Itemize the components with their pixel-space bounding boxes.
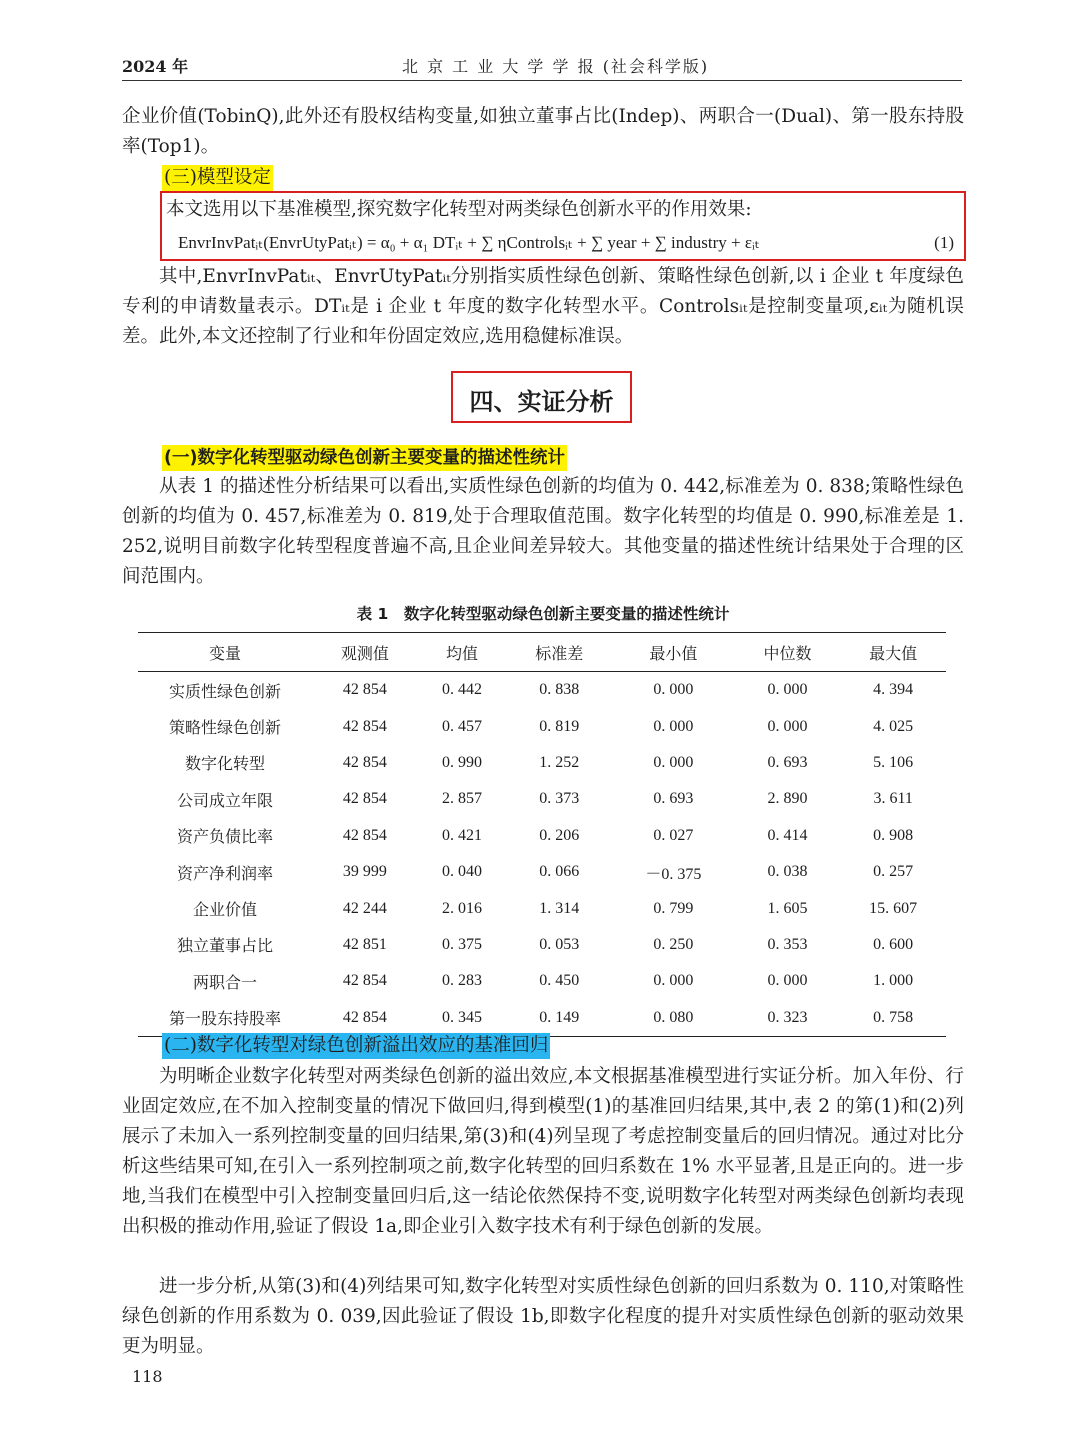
value-cell: 0. 442 xyxy=(442,681,483,699)
value-cell: 15. 607 xyxy=(869,899,918,917)
model-box xyxy=(160,191,966,261)
value-cell: 0. 353 xyxy=(767,935,808,953)
table-caption: 表 1 数字化转型驱动绿色创新主要变量的描述性统计 xyxy=(356,605,730,623)
variable-name-cell: 独立董事占比 xyxy=(176,938,273,956)
value-cell: 0. 080 xyxy=(612,1000,735,1037)
value-cell: 0. 819 xyxy=(539,717,580,735)
value-cell: 42 854 xyxy=(312,1000,418,1037)
value-cell: 0. 283 xyxy=(442,972,483,990)
col-header: 观测值 xyxy=(312,633,418,672)
regression-heading: (二)数字化转型对绿色创新溢出效应的基准回归 xyxy=(162,1033,550,1059)
value-cell: 2. 857 xyxy=(442,790,483,808)
model-heading: (三)模型设定 xyxy=(162,165,273,191)
regression-paragraph-2: 进一步分析,从第(3)和(4)列结果可知,数字化转型对实质性绿色创新的回归系数为 0. 110,对策略性绿色创新的作用系数为 0. 039,因此验证了假设 1b,即数字化程度的提升对实质性绿色创新的驱动效果更为明显。 xyxy=(122,1276,964,1357)
value-cell: 0. 421 xyxy=(442,826,483,844)
table-header-row xyxy=(138,633,946,672)
value-cell: 0. 323 xyxy=(735,1000,841,1037)
value-cell: 0. 373 xyxy=(539,790,580,808)
value-cell: 42 244 xyxy=(342,899,387,917)
intro-paragraph: 企业价值(TobinQ),此外还有股权结构变量,如独立董事占比(Indep)、两职合一(Dual)、第一股东持股率(Top1)。 xyxy=(122,106,964,157)
model-intro: 本文选用以下基准模型,探究数字化转型对两类绿色创新水平的作用效果: xyxy=(166,199,752,220)
table-row xyxy=(138,854,946,890)
running-header xyxy=(122,52,962,81)
stats-table xyxy=(138,632,946,1037)
value-cell: 0. 799 xyxy=(653,899,694,917)
value-cell: 0. 066 xyxy=(539,863,580,881)
value-cell: 0. 414 xyxy=(767,826,808,844)
value-cell: 2. 016 xyxy=(442,899,483,917)
value-cell: 4. 025 xyxy=(873,717,914,735)
page-number: 118 xyxy=(132,1367,163,1386)
header-journal: 北 京 工 业 大 学 学 报 (社会科学版) xyxy=(402,57,710,76)
table-row xyxy=(138,672,946,709)
value-cell: 0. 038 xyxy=(767,863,808,881)
col-header: 均值 xyxy=(418,633,507,672)
col-header: 变量 xyxy=(138,633,312,672)
value-cell: 0. 149 xyxy=(506,1000,612,1037)
value-cell: 0. 838 xyxy=(539,681,580,699)
desc-paragraph: 从表 1 的描述性分析结果可以看出,实质性绿色创新的均值为 0. 442,标准差为 0. 838;策略性绿色创新的均值为 0. 457,标准差为 0. 819,处于合理取值范围。数字化转型的均值是 0. 990,标准差是 1. 252,说明目前数字化转型程度普遍不高,且企业间差异较大。其他变量的描述性统计结果处于合理的区间范围内。 xyxy=(122,476,964,587)
value-cell: 2. 890 xyxy=(767,790,808,808)
col-header: 中位数 xyxy=(735,633,841,672)
value-cell: 0. 600 xyxy=(873,935,914,953)
value-cell: 39 999 xyxy=(342,863,387,881)
variable-name-cell: 第一股东持股率 xyxy=(138,1000,312,1037)
variable-name-cell: 公司成立年限 xyxy=(176,792,273,810)
variable-name-cell: 资产净利润率 xyxy=(176,865,273,883)
value-cell: 0. 457 xyxy=(442,717,483,735)
table-row xyxy=(138,818,946,854)
value-cell: 0. 257 xyxy=(873,863,914,881)
value-cell: 0. 027 xyxy=(653,826,694,844)
table-row xyxy=(138,708,946,744)
value-cell: 42 854 xyxy=(342,717,387,735)
value-cell: 0. 345 xyxy=(418,1000,507,1037)
value-cell: 0. 040 xyxy=(442,863,483,881)
table-row xyxy=(138,963,946,999)
value-cell: 1. 314 xyxy=(539,899,580,917)
value-cell: 1. 252 xyxy=(539,753,580,771)
desc-heading: (一)数字化转型驱动绿色创新主要变量的描述性统计 xyxy=(162,445,567,471)
value-cell: 0. 990 xyxy=(442,753,483,771)
table-row xyxy=(138,745,946,781)
value-cell: 42 854 xyxy=(342,826,387,844)
variable-name-cell: 资产负债比率 xyxy=(176,829,273,847)
section-title-box xyxy=(451,371,632,423)
value-cell: 0. 250 xyxy=(653,935,694,953)
variable-name-cell: 企业价值 xyxy=(192,902,257,920)
value-cell: 42 854 xyxy=(342,753,387,771)
model-formula xyxy=(178,230,958,256)
value-cell: 42 854 xyxy=(342,790,387,808)
value-cell: 0. 000 xyxy=(767,681,808,699)
variable-name-cell: 两职合一 xyxy=(192,974,257,992)
value-cell: 42 851 xyxy=(342,935,387,953)
variable-name-cell: 数字化转型 xyxy=(184,756,265,774)
value-cell: 0. 693 xyxy=(653,790,694,808)
header-year: 2024 年 xyxy=(122,57,189,76)
value-cell: －0. 375 xyxy=(645,865,702,883)
value-cell: 0. 206 xyxy=(539,826,580,844)
value-cell: 0. 000 xyxy=(767,972,808,990)
value-cell: 0. 693 xyxy=(767,753,808,771)
value-cell: 0. 000 xyxy=(653,753,694,771)
value-cell: 1. 000 xyxy=(873,972,914,990)
value-cell: 0. 908 xyxy=(873,826,914,844)
model-explanation: 其中,EnvrInvPatᵢₜ、EnvrUtyPatᵢₜ分别指实质性绿色创新、策略性绿色创新,以 i 企业 t 年度绿色专利的申请数量表示。DTᵢₜ是 i 企业 t 年度的数字化转型水平。Controlsᵢₜ是控制变量项,εᵢₜ为随机误差。此外,本文还控制了行业和年份固定效应,选用稳健标准误。 xyxy=(122,266,964,347)
col-header: 最大值 xyxy=(840,633,946,672)
variable-name-cell: 策略性绿色创新 xyxy=(168,720,281,738)
col-header: 标准差 xyxy=(506,633,612,672)
value-cell: 0. 000 xyxy=(767,717,808,735)
value-cell: 0. 053 xyxy=(539,935,580,953)
value-cell: 42 854 xyxy=(342,972,387,990)
table-body xyxy=(138,672,946,1037)
value-cell: 1. 605 xyxy=(767,899,808,917)
value-cell: 3. 611 xyxy=(873,790,913,808)
value-cell: 5. 106 xyxy=(873,753,914,771)
value-cell: 0. 000 xyxy=(653,717,694,735)
table-row xyxy=(138,890,946,926)
table-row xyxy=(138,781,946,817)
regression-paragraph-1: 为明晰企业数字化转型对两类绿色创新的溢出效应,本文根据基准模型进行实证分析。加入年份、行业固定效应,在不加入控制变量的情况下做回归,得到模型(1)的基准回归结果,其中,表 2 的第(1)和(2)列展示了未加入一系列控制变量的回归结果,第(3)和(4)列呈现了考虑控制变量后的回归情况。通过对比分析这些结果可知,在引入一系列控制项之前,数字化转型的回归系数在 1% 水平显著,且是正向的。进一步地,当我们在模型中引入控制变量回归后,这一结论依然保持不变,说明数字化转型对两类绿色创新均表现出积极的推动作用,验证了假设 1a,即企业引入数字技术有利于绿色创新的发展。 xyxy=(122,1066,964,1237)
variable-name-cell: 实质性绿色创新 xyxy=(168,683,281,701)
formula-number: (1) xyxy=(934,233,954,252)
table-row xyxy=(138,927,946,963)
value-cell: 0. 375 xyxy=(442,935,483,953)
formula-text: EnvrInvPatᵢₜ(EnvrUtyPatᵢₜ) = α₀ + α₁ DTᵢₜ + ∑ ηControlsᵢₜ + ∑ year + ∑ industry + εᵢₜ xyxy=(178,233,760,252)
value-cell: 0. 758 xyxy=(840,1000,946,1037)
section-title: 四、实证分析 xyxy=(469,388,614,416)
value-cell: 4. 394 xyxy=(873,681,914,699)
table-row xyxy=(138,1000,946,1037)
col-header: 最小值 xyxy=(612,633,735,672)
value-cell: 42 854 xyxy=(342,681,387,699)
value-cell: 0. 000 xyxy=(653,972,694,990)
value-cell: 0. 000 xyxy=(653,681,694,699)
value-cell: 0. 450 xyxy=(539,972,580,990)
